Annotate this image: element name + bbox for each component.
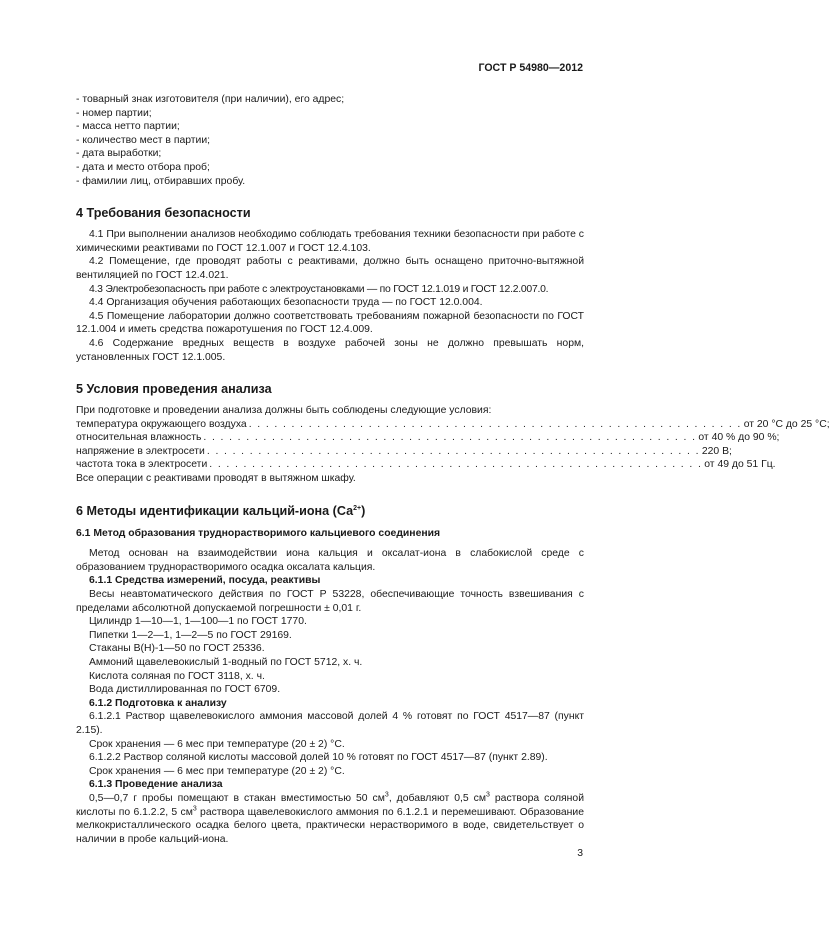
- subsection-6-1-title: 6.1 Метод образования труднорастворимого кальциевого соединения: [76, 527, 441, 539]
- section-6-title: [76, 503, 584, 519]
- procedure-text: раствора соляной кислоты по 6.1.2.2, 5 см: [76, 792, 584, 818]
- subsection-6-1-3-title: 6.1.3 Проведение анализа: [89, 779, 223, 791]
- paragraph-4-2: 4.2 Помещение, где проводят работы с реактивами, должно быть оснащено приточно-вытяжной вентиляцией по ГОСТ 12.4.021.: [76, 256, 584, 281]
- list-item: - количество мест в партии;: [76, 134, 211, 146]
- dot-leader: . . . . . . . . . . . . . . . . . . . . . . . . . . . . . . . . . . . . . . . . . . . . . . . . . . . . . . . . . .: [248, 418, 742, 430]
- list-item: - товарный знак изготовителя (при наличии), его адрес;: [76, 94, 345, 105]
- dot-leader: . . . . . . . . . . . . . . . . . . . . . . . . . . . . . . . . . . . . . . . . . . . . . . . . . . . . . . . . . .: [209, 459, 703, 471]
- list-item: - дата выработки;: [76, 148, 162, 160]
- dot-leader: . . . . . . . . . . . . . . . . . . . . . . . . . . . . . . . . . . . . . . . . . . . . . . . . . . . . . . . . . .: [206, 445, 700, 457]
- condition-row: [76, 445, 732, 459]
- conditions-outro: Все операции с реактивами проводят в вытяжном шкафу.: [76, 473, 356, 485]
- method-intro: Метод основан на взаимодействии иона кальция и оксалат-иона в слабокислой среде с образованием труднорастворимого осадка оксалата кальция.: [76, 548, 584, 573]
- marking-list: [76, 93, 584, 188]
- list-item: - номер партии;: [76, 107, 152, 119]
- equipment-item: Кислота соляная по ГОСТ 3118, х. ч.: [89, 670, 265, 682]
- unit-exponent: 3: [486, 791, 490, 799]
- paragraph-6-1-3: [76, 792, 584, 846]
- subsection-6-1-1-title: 6.1.1 Средства измерений, посуда, реактивы: [89, 575, 321, 587]
- ion-charge: 2+: [353, 504, 362, 512]
- section-6-title-text: 6 Методы идентификации кальций-иона (Са: [76, 503, 354, 518]
- paragraph-6-1-2-2: 6.1.2.2 Раствор соляной кислоты массовой долей 10 % готовят по ГОСТ 4517—87 (пункт 2.89).: [89, 752, 548, 764]
- procedure-text: раствора щавелевокислого аммония по 6.1.2.1 и перемешивают. Образование мелкокристаллического осадка белого цвета, практически нерастворимого в воде, свидетельствует о наличии в пробе кальций-иона.: [76, 806, 584, 845]
- dot-leader: . . . . . . . . . . . . . . . . . . . . . . . . . . . . . . . . . . . . . . . . . . . . . . . . . . . . . . . . . .: [203, 432, 697, 444]
- condition-label: температура окружающего воздуха: [76, 418, 247, 430]
- storage-note: Срок хранения — 6 мес при температуре (20 ± 2) °С.: [89, 738, 345, 750]
- section-6-title-close: ): [361, 503, 366, 518]
- condition-value: 220 В;: [701, 445, 732, 457]
- condition-row: [76, 431, 780, 445]
- storage-note: Срок хранения — 6 мес при температуре (20 ± 2) °С.: [89, 765, 345, 777]
- equipment-item: Пипетки 1—2—1, 1—2—5 по ГОСТ 29169.: [89, 629, 292, 641]
- document-body: [76, 90, 830, 846]
- paragraph-4-3: 4.3 Электробезопасность при работе с электроустановками — по ГОСТ 12.1.019 и ГОСТ 12.2.007.0.: [89, 283, 549, 295]
- paragraph-4-6: 4.6 Содержание вредных веществ в воздухе рабочей зоны не должно превышать норм, установленных ГОСТ 12.1.005.: [76, 337, 584, 363]
- paragraph-4-1: 4.1 При выполнении анализов необходимо соблюдать требования техники безопасности при работе с химическими реактивами по ГОСТ 12.1.007 и ГОСТ 12.4.103.: [76, 229, 584, 254]
- equipment-item: Стаканы В(Н)-1—50 по ГОСТ 25336.: [89, 643, 265, 655]
- paragraph-4-4: 4.4 Организация обучения работающих безопасности труда — по ГОСТ 12.0.004.: [89, 297, 483, 309]
- equipment-item: Весы неавтоматического действия по ГОСТ Р 53228, обеспечивающие точность взвешивания с пределами абсолютной допускаемой погрешности ± 0,01 г.: [76, 589, 584, 614]
- condition-row: [76, 458, 776, 472]
- condition-label: напряжение в электросети: [76, 445, 205, 457]
- condition-label: частота тока в электросети: [76, 459, 208, 471]
- procedure-text: , добавляют 0,5 см: [388, 792, 487, 804]
- unit-exponent: 3: [192, 805, 197, 813]
- paragraph-4-5: 4.5 Помещение лаборатории должно соответствовать требованиям пожарной безопасности по ГОСТ 12.1.004 и иметь средства пожаротушения по ГОСТ 12.4.009.: [76, 310, 584, 336]
- conditions-intro: При подготовке и проведении анализа должны быть соблюдены следующие условия:: [76, 405, 492, 417]
- paragraph-6-1-2-1: 6.1.2.1 Раствор щавелевокислого аммония массовой долей 4 % готовят по ГОСТ 4517—87 (пункт 2.15).: [76, 711, 584, 736]
- equipment-item: Аммоний щавелевокислый 1-водный по ГОСТ 5712, х. ч.: [89, 657, 363, 668]
- condition-row: [76, 418, 830, 432]
- list-item: - фамилии лиц, отбиравших пробу.: [76, 175, 246, 187]
- subsection-6-1-2-title: 6.1.2 Подготовка к анализу: [89, 697, 227, 709]
- condition-value: от 40 % до 90 %;: [698, 432, 780, 444]
- document-header: ГОСТ Р 54980—2012: [478, 62, 583, 74]
- condition-value: от 20 °С до 25 °С;: [743, 418, 830, 430]
- section-4-title: 4 Требования безопасности: [76, 206, 251, 221]
- section-5-title: 5 Условия проведения анализа: [76, 382, 272, 397]
- page-number: 3: [577, 848, 583, 859]
- procedure-text: 0,5—0,7 г пробы помещают в стакан вместимостью 50 см: [89, 792, 385, 804]
- equipment-item: Цилиндр 1—10—1, 1—100—1 по ГОСТ 1770.: [89, 616, 307, 628]
- list-item: - дата и место отбора проб;: [76, 161, 210, 173]
- conditions-list: [76, 418, 830, 472]
- condition-label: относительная влажность: [76, 432, 202, 444]
- list-item: - масса нетто партии;: [76, 121, 180, 133]
- equipment-item: Вода дистиллированная по ГОСТ 6709.: [89, 684, 281, 696]
- condition-value: от 49 до 51 Гц.: [704, 459, 776, 471]
- unit-exponent: 3: [384, 791, 389, 799]
